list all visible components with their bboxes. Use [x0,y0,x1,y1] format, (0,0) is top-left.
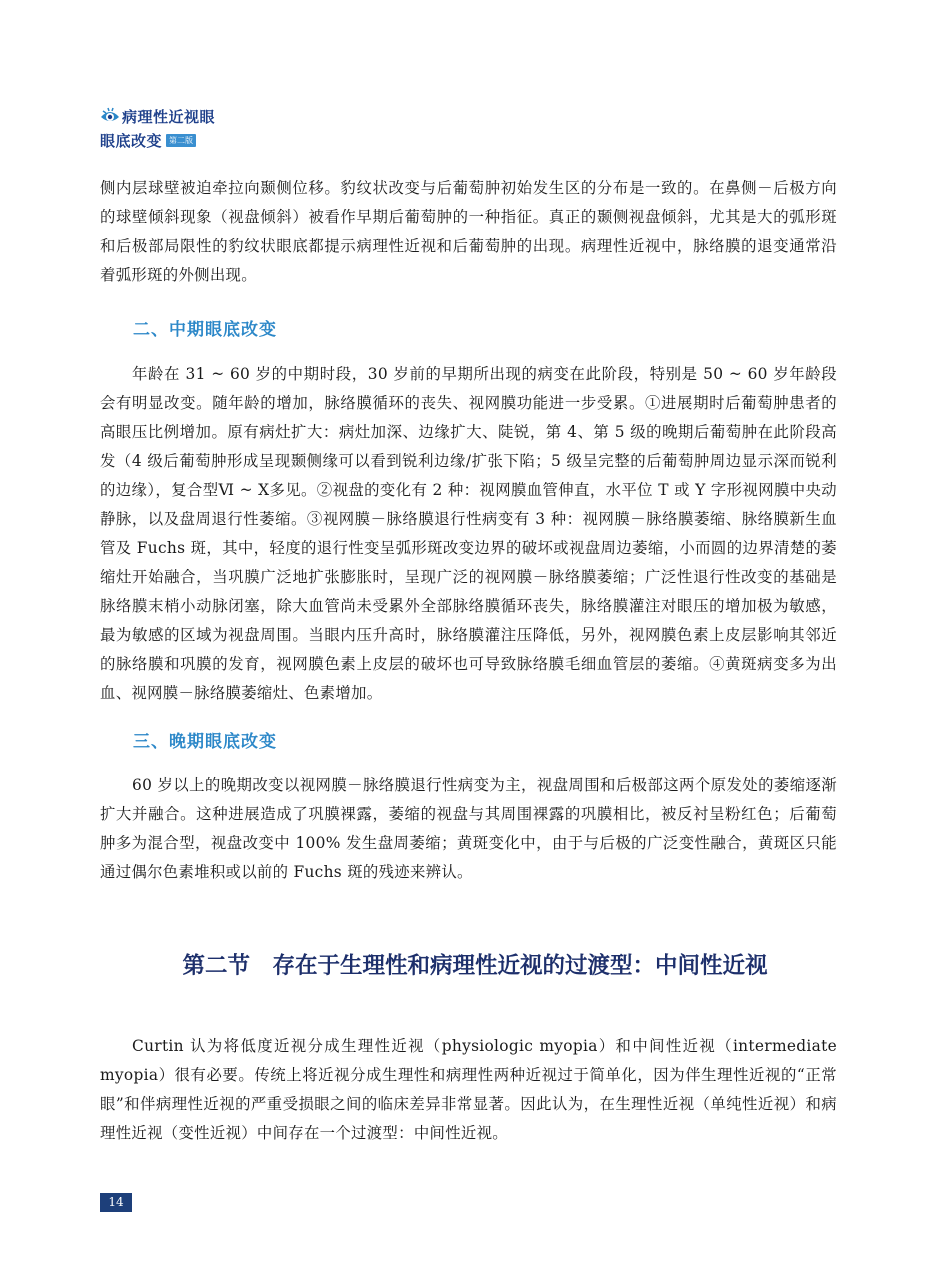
page-number: 14 [100,1193,132,1212]
running-header [100,104,215,151]
paragraph-intermediate-myopia: Curtin 认为将低度近视分成生理性近视（physiologic myopia）和中间性近视（intermediate myopia）很有必要。传统上将近视分成生理性和病理性两种近视过于简单化，因为伴生理性近视的“正常眼”和伴病理性近视的严重受损眼之间的临床差异非常显著。因此认为，在生理性近视（单纯性近视）和病理性近视（变性近视）中间存在一个过渡型：中间性近视。 [100,1037,837,1142]
book-title: 病理性近视眼 [122,107,216,126]
paragraph-early-changes: 侧内层球壁被迫牵拉向颞侧位移。豹纹状改变与后葡萄肿初始发生区的分布是一致的。在鼻侧－后极方向的球壁倾斜现象（视盘倾斜）被看作早期后葡萄肿的一种指征。真正的颞侧视盘倾斜，尤其是大的弧形斑和后极部局限性的豹纹状眼底都提示病理性近视和后葡萄肿的出现。病理性近视中，脉络膜的退变通常沿着弧形斑的外侧出现。 [100,179,837,284]
paragraph-late-stage: 60 岁以上的晚期改变以视网膜－脉络膜退行性病变为主，视盘周围和后极部这两个原发处的萎缩逐渐扩大并融合。这种进展造成了巩膜裸露，萎缩的视盘与其周围裸露的巩膜相比，被反衬呈粉红色；后葡萄肿多为混合型，视盘改变中 100% 发生盘周萎缩；黄斑变化中，由于与后极的广泛变性融合，黄斑区只能通过偶尔色素堆积或以前的 Fuchs 斑的残迹来辨认。 [100,776,837,881]
paragraph-mid-stage: 年龄在 31 ~ 60 岁的中期时段，30 岁前的早期所出现的病变在此阶段，特别是 50 ~ 60 岁年龄段会有明显改变。随年龄的增加，脉络膜循环的丧失、视网膜功能进一步受累。①进展期时后葡萄肿患者的高眼压比例增加。原有病灶扩大：病灶加深、边缘扩大、陡锐，第 4、第 5 级的晚期后葡萄肿在此阶段高发（4 级后葡萄肿形成呈现颞侧缘可以看到锐利边缘/扩张下陷；5 级呈完整的后葡萄肿周边显示深而锐利的边缘），复合型Ⅵ ~ Ⅹ多见。②视盘的变化有 2 种：视网膜血管伸直，水平位 T 或 Y 字形视网膜中央动静脉，以及盘周退行性萎缩。③视网膜－脉络膜退行性病变有 3 种：视网膜－脉络膜萎缩、脉络膜新生血管及 Fuchs 斑，其中，轻度的退行性变呈弧形斑改变边界的破坏或视盘周边萎缩，小而圆的边界清楚的萎缩灶开始融合，当巩膜广泛地扩张膨胀时，呈现广泛的视网膜－脉络膜萎缩；广泛性退行性改变的基础是脉络膜末梢小动脉闭塞，除大血管尚未受累外全部脉络膜循环丧失，脉络膜灌注对眼压的增加极为敏感，最为敏感的区域为视盘周围。当眼内压升高时，脉络膜灌注压降低，另外，视网膜色素上皮层影响其邻近的脉络膜和巩膜的发育，视网膜色素上皮层的破坏也可导致脉络膜毛细血管层的萎缩。④黄斑病变多为出血、视网膜－脉络膜萎缩灶、色素增加。 [100,365,837,702]
eye-logo-icon [100,107,120,125]
section-title: 第二节 存在于生理性和病理性近视的过渡型：中间性近视 [182,953,768,979]
heading-late-stage: 三、晚期眼底改变 [133,732,277,752]
heading-mid-stage: 二、中期眼底改变 [133,320,277,340]
edition-badge: 第二版 [166,134,196,147]
book-subtitle: 眼底改变 [100,132,163,150]
